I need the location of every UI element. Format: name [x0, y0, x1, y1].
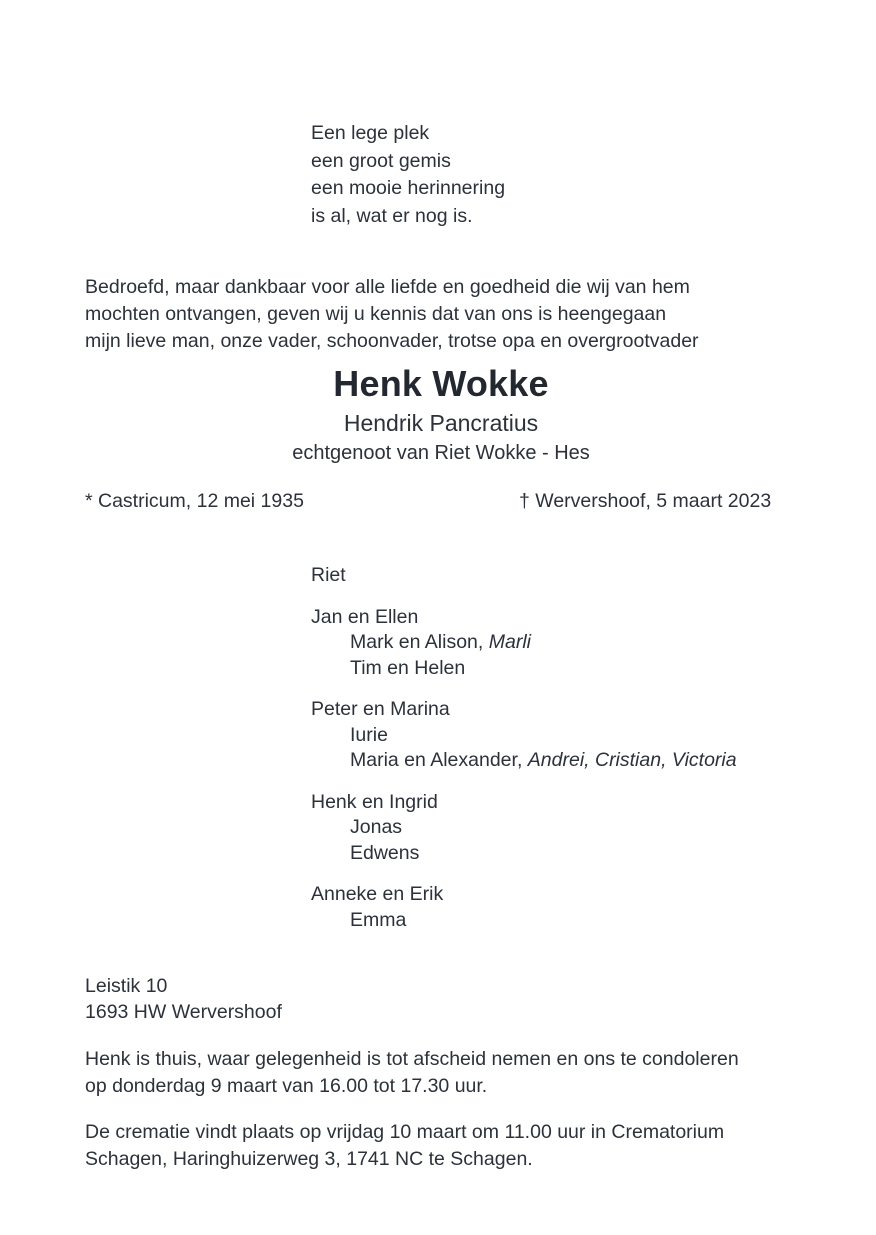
survivor-child-names: Jonas	[350, 816, 403, 838]
survivor-group	[311, 697, 737, 774]
survivor-group	[311, 790, 737, 867]
address-street: Leistik 10	[85, 975, 168, 997]
closing-paragraph	[85, 1119, 797, 1173]
closing-paragraph	[85, 1046, 797, 1100]
survivor-child	[311, 815, 737, 841]
survivor-group	[311, 882, 737, 933]
poem-block	[311, 120, 505, 230]
survivor-grandchildren: Andrei, Cristian, Victoria	[527, 749, 737, 771]
announcement-line-3: mijn lieve man, onze vader, schoonvader, trotse opa en overgrootvader	[85, 330, 699, 352]
announcement-paragraph	[85, 274, 797, 355]
poem-line-4: is al, wat er nog is.	[311, 204, 473, 227]
poem-line-1: Een lege plek	[311, 122, 430, 144]
survivor-child-names: Tim en Helen	[350, 656, 466, 679]
address-block	[85, 973, 282, 1025]
death-date: † Wervershoof, 5 maart 2023	[519, 490, 772, 512]
survivors-list	[311, 563, 737, 933]
survivor-child	[311, 656, 737, 682]
survivor-child	[311, 748, 737, 774]
deceased-spouse-line: echtgenoot van Riet Wokke - Hes	[292, 442, 590, 464]
survivor-child-names: Edwens	[350, 841, 420, 864]
closing-line: op donderdag 9 maart van 16.00 tot 17.30 uur.	[85, 1075, 488, 1097]
deceased-full-name: Hendrik Pancratius	[343, 410, 539, 436]
survivor-group	[311, 563, 737, 589]
survivor-group	[311, 605, 737, 682]
survivor-parent: Riet	[311, 564, 346, 586]
survivor-child	[311, 723, 737, 749]
poem-line-3: een mooie herinnering	[311, 177, 506, 199]
poem-line-2: een groot gemis	[311, 149, 451, 172]
closing-line: De crematie vindt plaats op vrijdag 10 maart om 11.00 uur in Crematorium	[85, 1121, 725, 1143]
closing-line: Henk is thuis, waar gelegenheid is tot afscheid nemen en ons te condoleren	[85, 1048, 739, 1070]
birth-date: * Castricum, 12 mei 1935	[85, 490, 304, 512]
survivor-parent: Peter en Marina	[311, 698, 450, 720]
closing-line: Schagen, Haringhuizerweg 3, 1741 NC te Schagen.	[85, 1148, 533, 1170]
survivor-child-names: Mark en Alison,	[350, 631, 489, 653]
survivor-parent: Anneke en Erik	[311, 883, 444, 905]
survivor-child	[311, 630, 737, 656]
survivor-parent: Jan en Ellen	[311, 605, 419, 628]
address-city: 1693 HW Wervershoof	[85, 1001, 282, 1023]
survivor-child-names: Iurie	[350, 723, 388, 746]
survivor-child	[311, 841, 737, 867]
survivor-child	[311, 908, 737, 934]
survivor-parent: Henk en Ingrid	[311, 790, 438, 813]
closing-block	[85, 1046, 797, 1173]
deceased-name-block	[0, 362, 876, 467]
survivor-grandchildren: Marli	[488, 631, 531, 653]
announcement-line-1: Bedroefd, maar dankbaar voor alle liefde en goedheid die wij van hem	[85, 276, 690, 298]
deceased-name: Henk Wokke	[333, 363, 549, 404]
survivor-child-names: Maria en Alexander,	[350, 749, 528, 771]
announcement-line-2: mochten ontvangen, geven wij u kennis dat van ons is heengegaan	[85, 303, 667, 325]
survivor-child-names: Emma	[350, 908, 407, 931]
